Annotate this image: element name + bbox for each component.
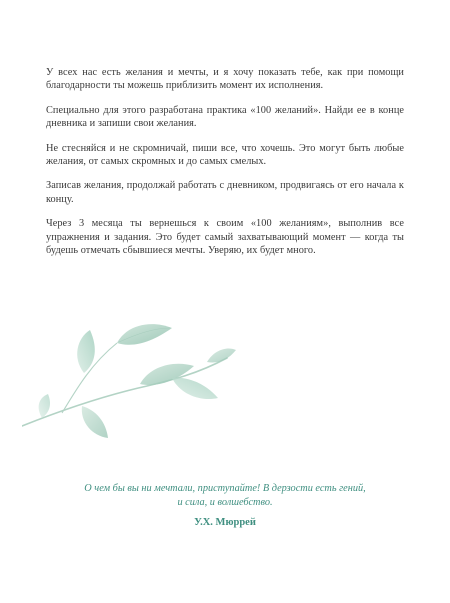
- leaf-5: [82, 406, 108, 438]
- paragraph-5: Через 3 месяца ты вернешься к своим «100 желаниям», выполнив все упражнения и задания. Это будет самый захватывающий момент — когда ты будешь отмечать сбывшиеся мечты. Уверяю, их будет много.: [46, 218, 404, 257]
- body-text: [46, 66, 404, 268]
- epigraph-quote: [40, 482, 410, 510]
- paragraph-1: У всех нас есть желания и мечты, и я хочу показать тебе, как при помощи благодарности ты можешь приблизить момент их исполнения.: [46, 67, 404, 92]
- leaf-2: [77, 330, 95, 373]
- paragraph-3: Не стесняйся и не скромничай, пиши все, что хочешь. Это могут быть любые желания, от самых скромных и до самых смелых.: [46, 142, 404, 168]
- quote-author: У.Х. Мюррей: [194, 517, 256, 528]
- leaf-7: [207, 349, 236, 363]
- paragraph-2: Специально для этого разработана практика «100 желаний». Найди ее в конце дневника и запиши свои желания.: [46, 104, 404, 130]
- leaf-4: [172, 378, 218, 399]
- eucalyptus-branch-illustration: [22, 318, 242, 443]
- quote-line-2: и сила, и волшебство.: [177, 497, 273, 508]
- leaf-6: [39, 394, 50, 418]
- paragraph-4: Записав желания, продолжай работать с дневником, продвигаясь от его начала к концу.: [46, 180, 404, 205]
- leaf-1: [117, 324, 172, 345]
- quote-line-1: О чем бы вы ни мечтали, приступайте! В дерзости есть гений,: [84, 483, 366, 494]
